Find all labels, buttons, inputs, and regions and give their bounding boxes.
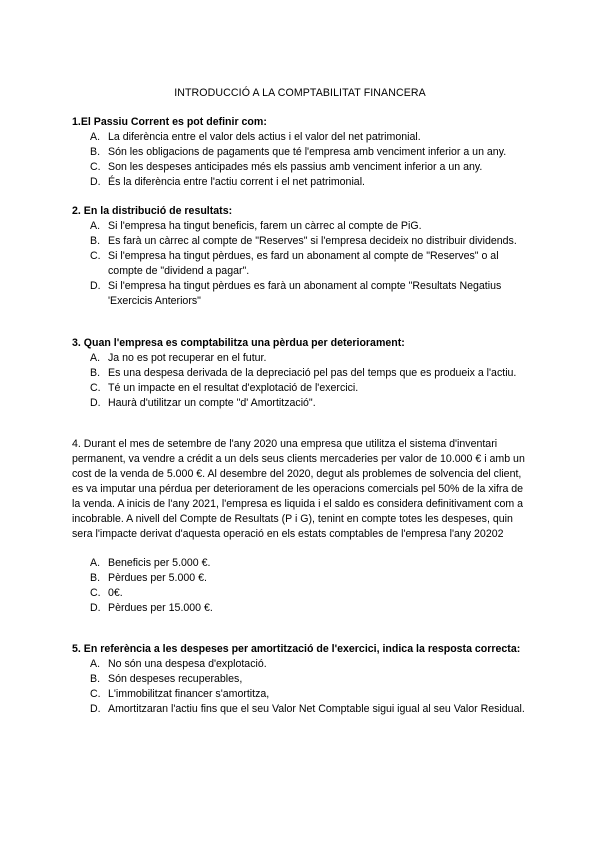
option-letter: D. (90, 602, 101, 614)
question-5 (72, 642, 532, 717)
option-text: Si l'empresa ha tingut beneficis, farem un càrrec al compte de PiG. (108, 220, 422, 232)
option-text: Si l'empresa ha tingut pèrdues es farà un abonament al compte "Resultats Negatius 'Exercicis Anteriors" (108, 280, 502, 307)
question-2-option-c (72, 249, 532, 279)
question-4-option-a (72, 556, 532, 571)
question-1-option-c (72, 160, 532, 175)
option-letter: D. (90, 280, 101, 292)
option-letter: A. (90, 658, 101, 670)
option-text: Son les despeses anticipades més els passius amb venciment inferior a un any. (108, 161, 483, 173)
question-1-heading: 1.El Passiu Corrent es pot definir com: (72, 116, 267, 128)
option-letter: C. (90, 382, 101, 394)
option-letter: D. (90, 703, 101, 715)
question-2-option-b (72, 234, 532, 249)
option-text: Si l'empresa ha tingut pèrdues, es fard un abonament al compte de "Reserves" o al compte de "dividend a pagar". (108, 250, 499, 277)
option-letter: A. (90, 220, 101, 232)
option-text: Són despeses recuperables, (108, 673, 243, 685)
question-5-option-d (72, 702, 532, 717)
question-4-heading: 4. Durant el mes de setembre de l'any 2020 una empresa que utilitza el sistema d'inventari permanent, va vendre a crédit a un dels seus clients mercaderies per valor de 10.000 € i amb un cost de la venda de 5.000 €. Al desembre del 2020, degut als problemes de solvencia del client, es va imputar una pérdua per deteriorament de les operacions comercials pel 50% de la xifra de la venda. A inicis de l'any 2021, l'empresa es liquida i el saldo es considera definitivament com a incobrable. A nivell del Compte de Resultats (P i G), tenint en compte totes les despeses, quin sera l'impacte derivat d'aquesta operació en els estats comptables de l'empresa l'any 20202 (72, 438, 525, 540)
option-letter: B. (90, 572, 101, 584)
option-letter: C. (90, 688, 101, 700)
question-4-option-c (72, 586, 532, 601)
option-letter: C. (90, 587, 101, 599)
option-letter: A. (90, 352, 101, 364)
question-4-option-d (72, 601, 532, 616)
spacer (72, 542, 532, 556)
option-letter: C. (90, 250, 101, 262)
question-5-heading: 5. En referència a les despeses per amortització de l'exercici, indica la resposta correcta: (72, 643, 521, 655)
question-5-option-c (72, 687, 532, 702)
question-5-option-a (72, 657, 532, 672)
option-text: Pèrdues per 15.000 €. (108, 602, 213, 614)
question-4-options (72, 556, 532, 616)
option-text: Té un impacte en el resultat d'explotació de l'exercici. (108, 382, 359, 394)
option-text: 0€. (108, 587, 123, 599)
question-4-option-b (72, 571, 532, 586)
question-2 (72, 204, 532, 309)
option-text: Ja no es pot recuperar en el futur. (108, 352, 267, 364)
question-1-option-d (72, 175, 532, 190)
option-letter: B. (90, 673, 101, 685)
option-text: Amortitzaran l'actiu fins que el seu Valor Net Comptable sigui igual al seu Valor Residual. (108, 703, 525, 715)
question-1-option-b (72, 145, 532, 160)
question-3-heading: 3. Quan l'empresa es comptabilitza una pèrdua per deteriorament: (72, 337, 405, 349)
option-letter: B. (90, 235, 101, 247)
option-text: Es una despesa derivada de la depreciació pel pas del temps que es produeix a l'actiu. (108, 367, 517, 379)
question-1-options (72, 130, 532, 190)
question-2-option-a (72, 219, 532, 234)
option-text: És la diferència entre l'actiu corrent i el net patrimonial. (108, 176, 365, 188)
question-2-options (72, 219, 532, 309)
question-5-option-b (72, 672, 532, 687)
option-text: Són les obligacions de pagaments que té l'empresa amb venciment inferior a un any. (108, 146, 507, 158)
question-4 (72, 437, 532, 616)
question-2-heading: 2. En la distribució de resultats: (72, 205, 233, 217)
option-letter: A. (90, 557, 101, 569)
option-letter: D. (90, 397, 101, 409)
question-3-option-d (72, 396, 532, 411)
option-letter: A. (90, 131, 101, 143)
question-2-option-d (72, 279, 532, 309)
question-3-option-b (72, 366, 532, 381)
option-text: Beneficis per 5.000 €. (108, 557, 211, 569)
question-3-options (72, 351, 532, 411)
option-text: No són una despesa d'explotació. (108, 658, 267, 670)
option-text: L'immobilitzat financer s'amortitza, (108, 688, 270, 700)
question-1 (72, 115, 532, 190)
option-letter: B. (90, 146, 101, 158)
question-1-option-a (72, 130, 532, 145)
option-letter: B. (90, 367, 101, 379)
option-text: Es farà un càrrec al compte de "Reserves" si l'empresa decideix no distribuir dividends. (108, 235, 517, 247)
question-3 (72, 336, 532, 411)
question-3-option-a (72, 351, 532, 366)
question-3-option-c (72, 381, 532, 396)
option-text: Pèrdues per 5.000 €. (108, 572, 207, 584)
document-title: INTRODUCCIÓ A LA COMPTABILITAT FINANCERA (174, 87, 426, 99)
question-5-options (72, 657, 532, 717)
option-letter: C. (90, 161, 101, 173)
option-letter: D. (90, 176, 101, 188)
option-text: La diferència entre el valor dels actius i el valor del net patrimonial. (108, 131, 421, 143)
option-text: Haurà d'utilitzar un compte "d' Amortització". (108, 397, 316, 409)
